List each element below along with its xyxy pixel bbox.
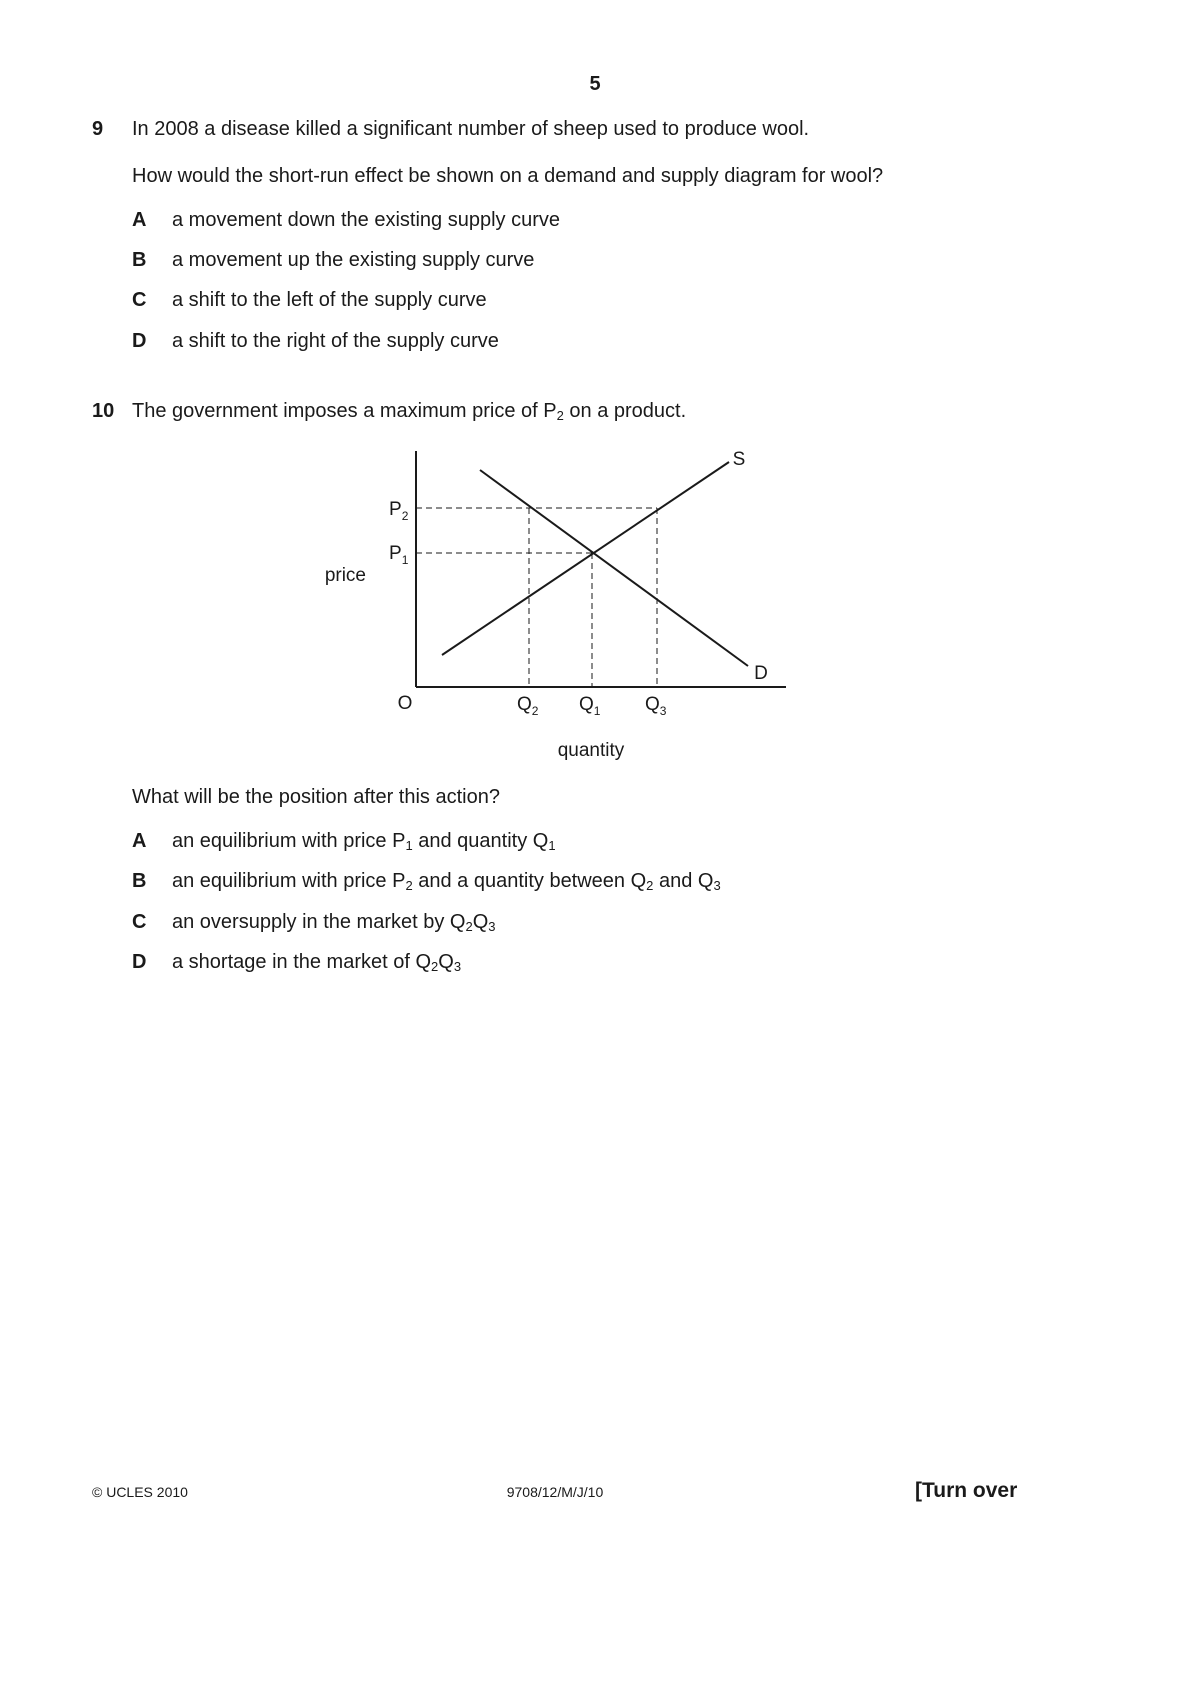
q10-option-b-text: an equilibrium with price $P_2$ and a quantity between $Q_2$ and $Q_3$ (172, 870, 721, 893)
supply-demand-diagram (0, 0, 1190, 800)
q9-option-a-letter: A (132, 209, 147, 231)
q9-option-d-letter: D (132, 330, 147, 352)
q3-label: $Q_3$ (645, 694, 667, 718)
q1-label: $Q_1$ (579, 694, 601, 718)
question-9-question: How would the short-run effect be shown on a demand and supply diagram for wool? (132, 165, 884, 187)
price-axis-label: price (324, 565, 366, 586)
supply-curve (442, 462, 729, 655)
q10-option-d-text: a shortage in the market of $Q_2Q_3$ (172, 951, 462, 974)
q2-label: $Q_2$ (517, 694, 539, 718)
q9-option-d-text: a shift to the right of the supply curve (172, 330, 499, 352)
q9-option-c-letter: C (132, 289, 147, 311)
footer-paper-code: 9708/12/M/J/10 (506, 1484, 604, 1500)
question-10-number: 10 (92, 400, 115, 422)
question-9-number: 9 (92, 118, 104, 140)
q10-option-d-letter: D (132, 951, 147, 973)
q9-option-a-text: a movement down the existing supply curve (172, 209, 560, 231)
p1-label: $P_1$ (389, 543, 409, 567)
q10-option-a-text: an equilibrium with price $P_1$ and quantity $Q_1$ (172, 830, 556, 853)
question-10-question: What will be the position after this action? (132, 786, 500, 808)
quantity-axis-label: quantity (557, 740, 625, 761)
q10-option-a-letter: A (132, 830, 147, 852)
demand-curve (480, 470, 748, 666)
supply-label: S (732, 449, 746, 470)
p2-label: $P_2$ (389, 499, 409, 523)
demand-label: D (754, 663, 768, 684)
origin-label: O (397, 693, 413, 714)
q9-option-b-text: a movement up the existing supply curve (172, 249, 535, 271)
q10-option-c-text: an oversupply in the market by $Q_2Q_3$ (172, 911, 496, 934)
q9-option-c-text: a shift to the left of the supply curve (172, 289, 487, 311)
question-9-stem: In 2008 a disease killed a significant number of sheep used to produce wool. (132, 118, 810, 140)
footer-copyright: © UCLES 2010 (92, 1484, 188, 1500)
turn-over-label: [Turn over (915, 1479, 1018, 1502)
page-number: 5 (589, 73, 601, 95)
q10-option-c-letter: C (132, 911, 147, 933)
q9-option-b-letter: B (132, 249, 147, 271)
question-10-stem: The government imposes a maximum price of $P_2$ on a product. (132, 400, 687, 423)
q10-option-b-letter: B (132, 870, 147, 892)
